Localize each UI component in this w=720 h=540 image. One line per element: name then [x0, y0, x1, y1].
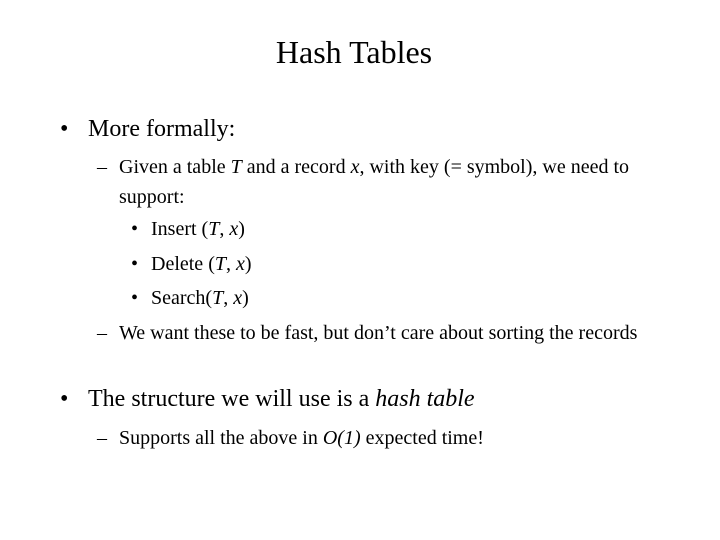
bullet-marker: •: [60, 116, 69, 142]
sub-bullet-supports: [97, 423, 667, 453]
op-name: Insert (: [151, 218, 209, 240]
sub-bullet-text: [119, 423, 667, 453]
text-part: and a record: [241, 156, 351, 178]
bullet-marker: •: [60, 386, 69, 412]
text-part: , with key (= symbol), we need to support:: [119, 156, 630, 208]
var-T: T: [230, 156, 242, 178]
close-paren: ): [238, 218, 245, 240]
emphasis-big-o: O(1): [322, 427, 361, 449]
sub-bullet-text: [119, 152, 667, 212]
bullet-marker: •: [131, 253, 139, 275]
sub-bullet-want-fast: [97, 318, 667, 348]
var-x: x: [235, 253, 245, 275]
separator: ,: [219, 218, 230, 240]
close-paren: ): [242, 287, 249, 309]
var-T: T: [208, 218, 220, 240]
text-part: Supports all the above in: [119, 427, 323, 449]
op-text: [151, 253, 252, 276]
close-paren: ): [244, 253, 252, 275]
var-T: T: [214, 253, 226, 275]
text-part: The structure we will use is a: [88, 386, 376, 412]
op-text: [151, 218, 245, 241]
op-name: Search(: [151, 287, 213, 309]
bullet-marker: •: [131, 218, 139, 240]
op-name: Delete (: [151, 253, 215, 275]
text-part: expected time!: [360, 427, 484, 449]
separator: ,: [225, 253, 236, 275]
sub-bullet-text: We want these to be fast, but don’t care about sorting the records: [119, 322, 638, 344]
op-text: [151, 287, 249, 310]
bullet-text: [88, 386, 475, 413]
var-x: x: [233, 287, 243, 309]
emphasis-hash-table: hash table: [375, 386, 475, 412]
bullet-text: More formally:: [88, 116, 236, 142]
dash-marker: –: [97, 322, 107, 344]
var-x: x: [229, 218, 239, 240]
dash-marker: –: [97, 156, 107, 178]
sub-bullet-given-table: [97, 152, 667, 212]
slide-title: Hash Tables: [275, 34, 433, 70]
var-x: x: [350, 156, 360, 178]
separator: ,: [223, 287, 234, 309]
text-part: Given a table: [119, 156, 231, 178]
var-T: T: [212, 287, 224, 309]
bullet-marker: •: [131, 287, 139, 309]
dash-marker: –: [97, 427, 107, 449]
